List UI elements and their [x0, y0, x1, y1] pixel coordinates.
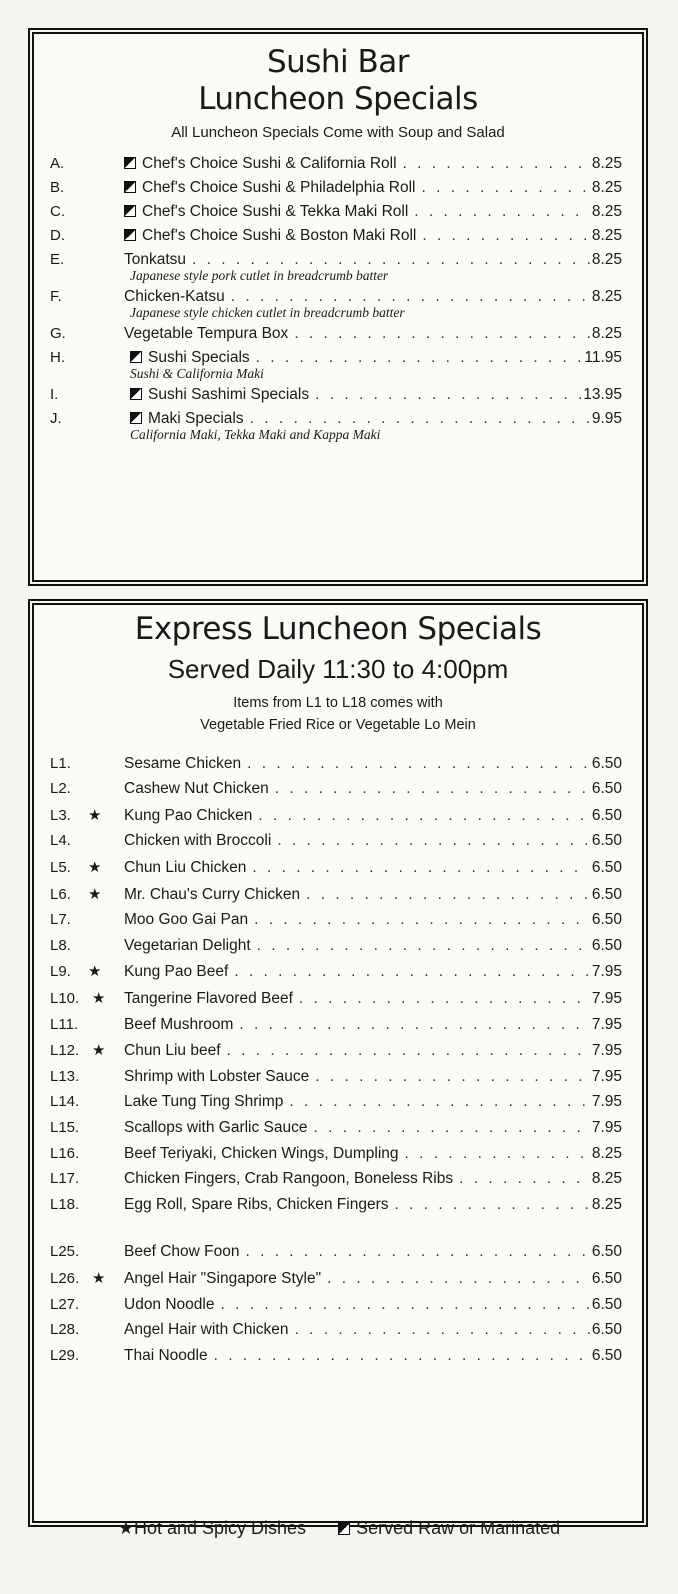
- dot-leader: [403, 155, 590, 173]
- menu-item-row: [34, 1119, 642, 1137]
- menu-item-row: [34, 155, 642, 173]
- item-code: L8.: [50, 936, 71, 954]
- item-name-text: Maki Specials: [148, 409, 244, 427]
- menu-item-row: [34, 1170, 642, 1188]
- dot-leader: [306, 886, 590, 904]
- item-code: L13.: [50, 1067, 80, 1085]
- item-name-text: Sushi Sashimi Specials: [148, 385, 310, 403]
- express-item-list: [34, 755, 642, 1214]
- star-icon: ★: [92, 1042, 106, 1060]
- express-note-line2: Vegetable Fried Rice or Vegetable Lo Mein: [200, 716, 476, 733]
- menu-item-row: [34, 1068, 642, 1086]
- item-name: [124, 349, 250, 367]
- item-code: B.: [50, 179, 65, 197]
- item-name: Lake Tung Ting Shrimp: [124, 1093, 284, 1111]
- raw-marinated-icon: [130, 412, 142, 424]
- menu-item: [34, 962, 642, 981]
- item-code: L27.: [50, 1295, 80, 1313]
- dot-leader: [394, 1196, 589, 1214]
- item-code: L18.: [50, 1195, 80, 1213]
- menu-item: [34, 780, 642, 798]
- menu-item-row: [34, 1196, 642, 1214]
- dot-leader: [258, 807, 589, 825]
- dot-leader: [252, 859, 589, 877]
- item-name: [124, 251, 186, 269]
- star-icon: ★: [88, 806, 102, 824]
- item-price: 8.25: [591, 251, 622, 269]
- item-name: Kung Pao Chicken: [124, 806, 253, 824]
- menu-item: [34, 937, 642, 955]
- item-price: 6.50: [591, 859, 622, 877]
- item-code: L29.: [50, 1346, 80, 1364]
- menu-item-row: [34, 885, 642, 904]
- item-code: L5.: [50, 859, 71, 877]
- item-code: L1.: [50, 754, 71, 772]
- dot-leader: [247, 755, 590, 773]
- item-price: 7.95: [591, 990, 622, 1008]
- sushi-title-line1: Sushi Bar: [266, 44, 410, 80]
- item-code: L2.: [50, 780, 71, 798]
- item-name: [124, 179, 416, 197]
- item-code: L28.: [50, 1321, 80, 1339]
- dot-leader: [314, 1119, 590, 1137]
- dot-leader: [220, 1296, 589, 1314]
- express-note-line1: Items from L1 to L18 comes with: [233, 695, 443, 712]
- dot-leader: [315, 1068, 590, 1086]
- item-name: [124, 288, 225, 306]
- item-code: L16.: [50, 1144, 80, 1162]
- item-code: L26.: [50, 1269, 80, 1287]
- menu-item: [34, 885, 642, 904]
- item-name: Chun Liu beef: [124, 1042, 221, 1060]
- menu-item: [34, 155, 642, 173]
- menu-item-row: [34, 832, 642, 850]
- menu-item: [34, 755, 642, 773]
- item-code: L14.: [50, 1093, 80, 1111]
- dot-leader: [254, 911, 590, 929]
- star-icon: ★: [117, 1518, 134, 1538]
- menu-item-row: [34, 1321, 642, 1339]
- item-description: Japanese style pork cutlet in breadcrumb batter: [130, 268, 389, 284]
- item-name-text: Vegetable Tempura Box: [124, 325, 289, 343]
- sushi-subtitle: All Luncheon Specials Come with Soup and Salad: [171, 124, 505, 142]
- menu-item-row: [34, 780, 642, 798]
- item-name: Beef Chow Foon: [124, 1243, 240, 1261]
- item-name-text: Chef's Choice Sushi & Tekka Maki Roll: [142, 203, 409, 221]
- item-name: [124, 410, 244, 428]
- menu-item-row: [34, 410, 642, 428]
- item-name: Beef Teriyaki, Chicken Wings, Dumpling: [124, 1144, 399, 1162]
- item-name-text: Sushi Specials: [148, 349, 250, 367]
- item-price: 6.50: [591, 1243, 622, 1261]
- item-name: Cashew Nut Chicken: [124, 780, 269, 798]
- item-price: 6.50: [591, 936, 622, 954]
- item-name: [124, 203, 408, 221]
- express-served-hours: Served Daily 11:30 to 4:00pm: [167, 654, 509, 685]
- item-name: Thai Noodle: [124, 1346, 208, 1364]
- raw-marinated-icon: [124, 181, 136, 193]
- legend-raw: [338, 1518, 560, 1539]
- menu-item: [34, 1145, 642, 1163]
- menu-item-row: [34, 755, 642, 773]
- menu-item: [34, 386, 642, 404]
- item-name: Chun Liu Chicken: [124, 859, 247, 877]
- item-name: Chicken with Broccoli: [124, 832, 272, 850]
- item-code: I.: [50, 385, 59, 403]
- dot-leader: [289, 1093, 589, 1111]
- item-code: L7.: [50, 911, 71, 929]
- menu-item: [34, 1296, 642, 1314]
- item-price: 8.25: [591, 1170, 622, 1188]
- item-description: Sushi & California Maki: [130, 366, 264, 382]
- menu-item: [34, 1170, 642, 1188]
- item-price: 7.95: [591, 1015, 622, 1033]
- dot-leader: [294, 325, 590, 343]
- menu-item-row: [34, 1145, 642, 1163]
- menu-item-row: [34, 386, 642, 404]
- item-name: Scallops with Garlic Sauce: [124, 1119, 308, 1136]
- item-name: Moo Goo Gai Pan: [124, 911, 249, 929]
- item-code: D.: [50, 227, 65, 245]
- item-code: L3.: [50, 806, 71, 824]
- sushi-specials-panel: [32, 32, 644, 582]
- menu-item-row: [34, 989, 642, 1008]
- raw-marinated-icon: [124, 157, 136, 169]
- dot-leader: [422, 179, 590, 197]
- item-price: 8.25: [591, 1144, 622, 1162]
- item-price: 8.25: [591, 288, 622, 306]
- item-name: Sesame Chicken: [124, 754, 242, 772]
- item-price: 7.95: [591, 1093, 622, 1111]
- menu-item-row: [34, 251, 642, 269]
- menu-item-row: [34, 227, 642, 245]
- dot-leader: [414, 203, 590, 221]
- item-name: [124, 227, 416, 245]
- dot-leader: [250, 410, 590, 428]
- raw-marinated-icon: [130, 388, 142, 400]
- item-price: 6.50: [591, 806, 622, 824]
- menu-item: [34, 806, 642, 825]
- item-name: Beef Mushroom: [124, 1015, 234, 1033]
- item-price: 8.25: [591, 1195, 622, 1213]
- item-code: H.: [50, 349, 65, 367]
- item-code: L9.: [50, 963, 71, 981]
- item-price: 8.25: [591, 203, 622, 221]
- item-price: 9.95: [591, 409, 622, 427]
- menu-item-row: [34, 1093, 642, 1111]
- menu-item-row: [34, 911, 642, 929]
- dot-leader: [214, 1347, 590, 1365]
- menu-item: [34, 1321, 642, 1339]
- menu-item: [34, 349, 642, 382]
- item-price: 7.95: [591, 1067, 622, 1085]
- dot-leader: [245, 1243, 589, 1261]
- menu-item-row: [34, 203, 642, 221]
- sushi-item-list: [34, 155, 642, 442]
- menu-item: [34, 1269, 642, 1288]
- raw-marinated-icon: [130, 351, 142, 363]
- dot-leader: [295, 1321, 590, 1339]
- item-code: J.: [50, 409, 62, 427]
- menu-item: [34, 203, 642, 221]
- menu-item: [34, 1196, 642, 1214]
- menu-item-row: [34, 962, 642, 981]
- item-price: 6.50: [591, 1346, 622, 1364]
- item-price: 6.50: [591, 832, 622, 850]
- item-description: Japanese style chicken cutlet in breadcrumb batter: [130, 305, 405, 321]
- item-price: 6.50: [591, 911, 622, 929]
- item-name: Angel Hair with Chicken: [124, 1321, 289, 1339]
- sushi-title-line2: Luncheon Specials: [198, 81, 478, 118]
- item-price: 7.95: [591, 1119, 622, 1136]
- item-code: L25.: [50, 1243, 80, 1261]
- legend-hot-label: Hot and Spicy Dishes: [133, 1518, 307, 1538]
- item-name: Shrimp with Lobster Sauce: [124, 1067, 310, 1085]
- item-price: 6.50: [591, 1295, 622, 1313]
- item-code: C.: [50, 203, 65, 221]
- item-price: 6.50: [591, 1269, 622, 1287]
- item-code: L12.: [50, 1042, 80, 1060]
- item-code: L15.: [50, 1119, 80, 1136]
- dot-leader: [459, 1170, 590, 1188]
- item-price: 8.25: [591, 325, 622, 343]
- star-icon: ★: [88, 963, 102, 981]
- dot-leader: [422, 227, 589, 245]
- item-code: L4.: [50, 832, 71, 850]
- item-name: Vegetarian Delight: [124, 936, 251, 954]
- item-name-text: Tonkatsu: [124, 251, 187, 269]
- dot-leader: [257, 937, 590, 955]
- menu-item: [34, 989, 642, 1008]
- menu-item-row: [34, 349, 642, 367]
- menu-item: [34, 1093, 642, 1111]
- dot-leader: [239, 1016, 589, 1034]
- item-name: Egg Roll, Spare Ribs, Chicken Fingers: [124, 1195, 389, 1213]
- star-icon: ★: [92, 990, 106, 1008]
- dot-leader: [277, 832, 590, 850]
- dot-leader: [275, 780, 590, 798]
- item-name: Angel Hair "Singapore Style": [124, 1269, 322, 1287]
- item-name: Tangerine Flavored Beef: [124, 990, 293, 1008]
- item-price: 6.50: [591, 754, 622, 772]
- menu-item: [34, 1041, 642, 1060]
- item-name: [124, 325, 288, 343]
- menu-item: [34, 227, 642, 245]
- item-price: 8.25: [591, 155, 622, 173]
- menu-item: [34, 1016, 642, 1034]
- item-price: 7.95: [591, 1042, 622, 1060]
- item-code: L11.: [50, 1015, 79, 1033]
- menu-item-row: [34, 1243, 642, 1261]
- menu-item-row: [34, 1347, 642, 1365]
- item-name: Chicken Fingers, Crab Rangoon, Boneless Ribs: [124, 1170, 454, 1188]
- menu-item-row: [34, 1016, 642, 1034]
- star-icon: ★: [88, 885, 102, 903]
- item-price: 8.25: [591, 179, 622, 197]
- item-price: 6.50: [591, 780, 622, 798]
- dot-leader: [227, 1042, 590, 1060]
- menu-item-row: [34, 937, 642, 955]
- express-noodle-list: [34, 1243, 642, 1364]
- star-icon: ★: [92, 1269, 106, 1287]
- menu-item-row: [34, 1269, 642, 1288]
- menu-item: [34, 251, 642, 284]
- dot-leader: [405, 1145, 590, 1163]
- star-icon: ★: [88, 859, 102, 877]
- menu-item: [34, 1243, 642, 1261]
- item-description: California Maki, Tekka Maki and Kappa Maki: [130, 426, 381, 442]
- item-code: E.: [50, 251, 65, 269]
- menu-item: [34, 1347, 642, 1365]
- menu-item: [34, 1119, 642, 1137]
- menu-item-row: [34, 1041, 642, 1060]
- item-price: 13.95: [583, 385, 622, 403]
- menu-item: [34, 1068, 642, 1086]
- item-code: G.: [50, 325, 66, 343]
- menu-item-row: [34, 858, 642, 877]
- menu-item-row: [34, 288, 642, 306]
- item-price: 6.50: [591, 1321, 622, 1339]
- dot-leader: [299, 990, 590, 1008]
- dot-leader: [231, 288, 590, 306]
- menu-item: [34, 179, 642, 197]
- dot-leader: [256, 349, 583, 367]
- dot-leader: [192, 251, 590, 269]
- menu-item-row: [34, 1296, 642, 1314]
- express-specials-panel: [32, 603, 644, 1523]
- item-name: [124, 155, 397, 173]
- item-code: L10.: [50, 990, 80, 1008]
- raw-marinated-icon: [124, 205, 136, 217]
- legend: [0, 1518, 678, 1539]
- express-title: Express Luncheon Specials: [134, 611, 542, 647]
- menu-item: [34, 911, 642, 929]
- dot-leader: [327, 1270, 590, 1288]
- raw-marinated-icon: [338, 1523, 350, 1535]
- menu-item: [34, 858, 642, 877]
- dot-leader: [234, 963, 590, 981]
- item-name-text: Chicken-Katsu: [124, 288, 225, 306]
- raw-marinated-icon: [124, 229, 136, 241]
- item-code: F.: [50, 288, 62, 306]
- menu-item: [34, 832, 642, 850]
- legend-raw-label: Served Raw or Marinated: [356, 1518, 561, 1538]
- item-price: 6.50: [591, 885, 622, 903]
- menu-item-row: [34, 806, 642, 825]
- menu-item: [34, 410, 642, 443]
- item-price: 7.95: [591, 963, 622, 981]
- item-name: [124, 386, 309, 404]
- item-code: L6.: [50, 885, 71, 903]
- item-name: Mr. Chau's Curry Chicken: [124, 885, 301, 903]
- menu-item-row: [34, 325, 642, 343]
- item-name: Udon Noodle: [124, 1295, 215, 1313]
- item-name: Kung Pao Beef: [124, 963, 229, 981]
- item-price: 8.25: [591, 227, 622, 245]
- menu-item: [34, 325, 642, 343]
- item-name-text: Chef's Choice Sushi & California Roll: [142, 155, 397, 173]
- item-code: L17.: [50, 1170, 80, 1188]
- legend-hot: [118, 1518, 306, 1539]
- menu-item: [34, 288, 642, 321]
- item-price: 11.95: [584, 349, 622, 367]
- item-name-text: Chef's Choice Sushi & Boston Maki Roll: [142, 227, 417, 245]
- item-code: A.: [50, 155, 65, 173]
- item-name-text: Chef's Choice Sushi & Philadelphia Roll: [142, 179, 416, 197]
- dot-leader: [315, 386, 581, 404]
- menu-item-row: [34, 179, 642, 197]
